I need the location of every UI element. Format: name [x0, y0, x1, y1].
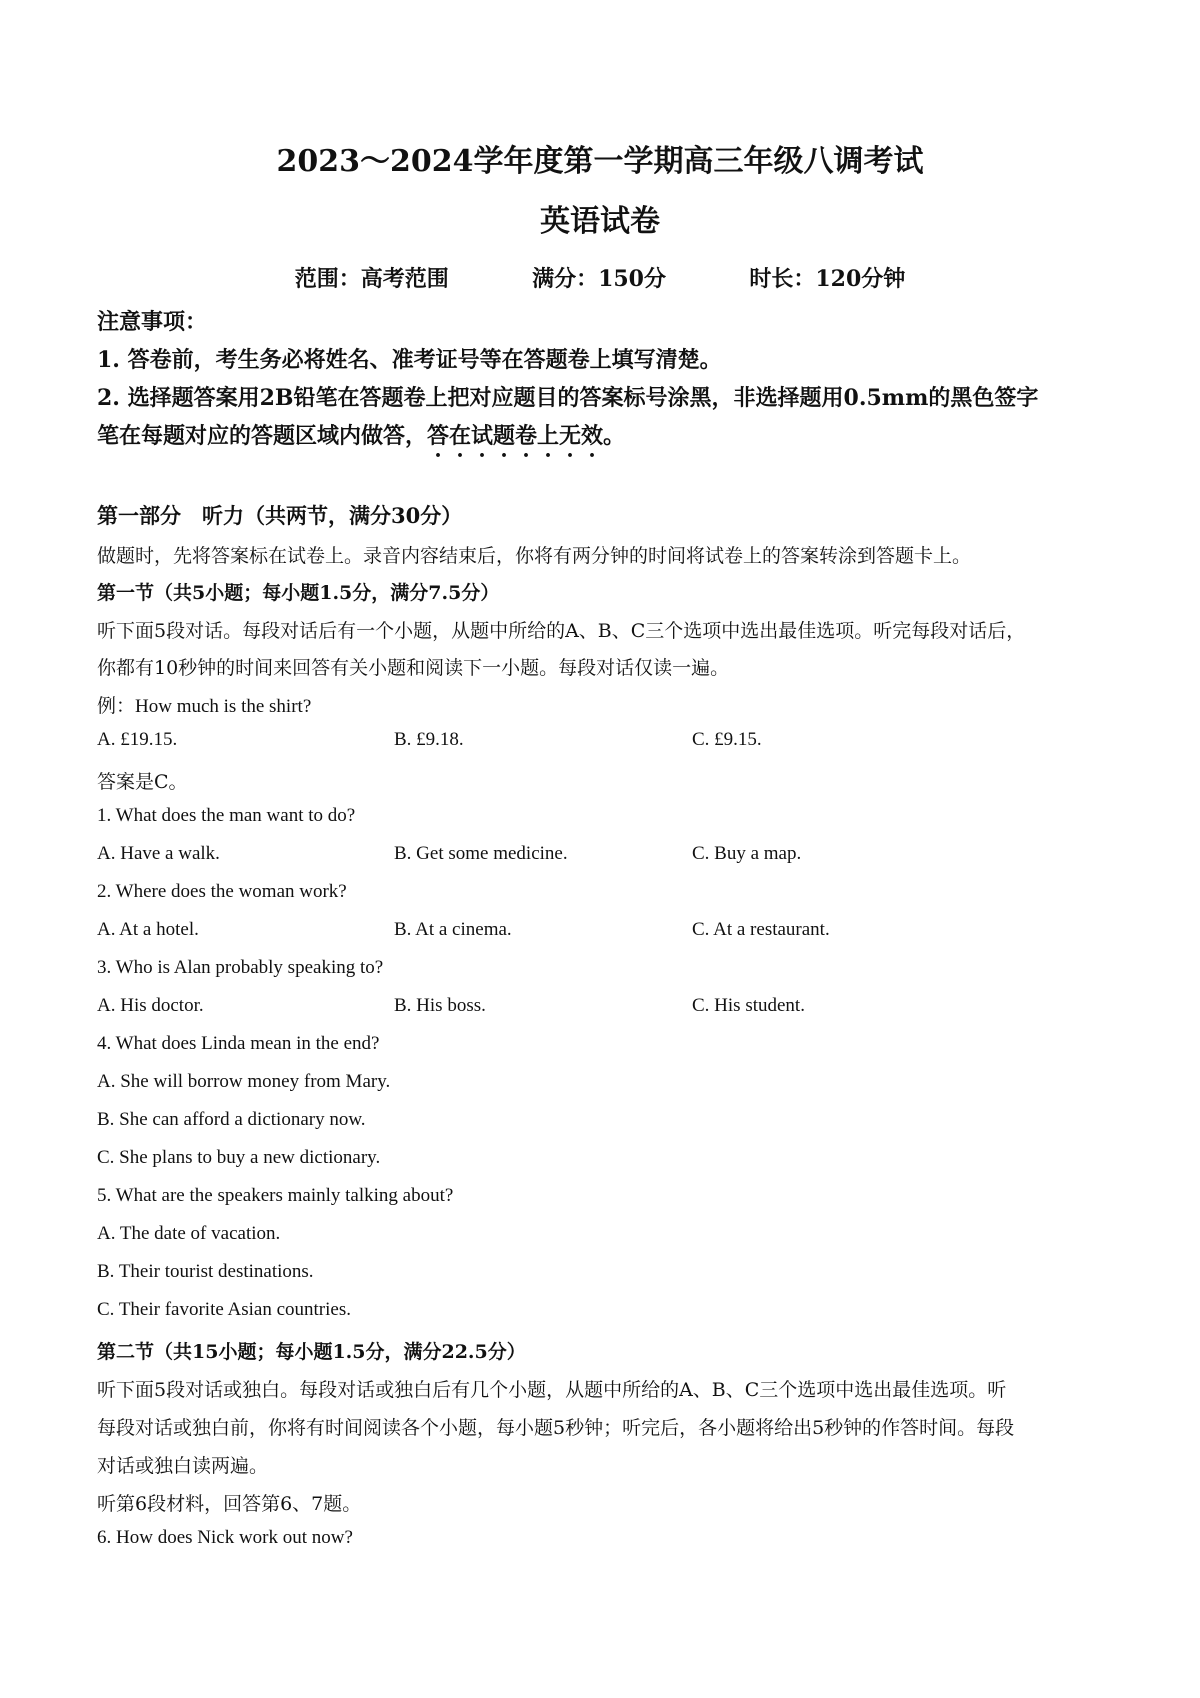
notice-item-2-line-1: 2. 选择题答案用2B铅笔在答题卷上把对应题目的答案标号涂黑，非选择题用0.5mm的黑色签字 — [97, 385, 1039, 411]
question-3-option-a: A. His doctor. — [97, 995, 204, 1016]
question-5-option-b: B. Their tourist destinations. — [97, 1261, 314, 1282]
question-3: 3. Who is Alan probably speaking to? — [97, 957, 384, 978]
example-answer: 答案是C。 — [97, 771, 188, 793]
section2-intro-line-1: 听下面5段对话或独白。每段对话或独白后有几个小题，从题中所给的A、B、C三个选项中选出最佳选项。听 — [97, 1379, 1007, 1401]
part1-intro: 做题时，先将答案标在试卷上。录音内容结束后，你将有两分钟的时间将试卷上的答案转涂到答题卡上。 — [97, 545, 972, 567]
exam-duration: 时长：120分钟 — [749, 266, 906, 292]
question-6: 6. How does Nick work out now? — [97, 1527, 353, 1548]
question-1-option-a: A. Have a walk. — [97, 843, 220, 864]
question-1: 1. What does the man want to do? — [97, 805, 356, 826]
notice-item-2-line-2 — [97, 419, 625, 462]
section2-intro-line-3: 对话或独白读两遍。 — [97, 1455, 269, 1477]
example-option-b: B. £9.18. — [394, 729, 464, 750]
section1-heading: 第一节（共5小题；每小题1.5分，满分7.5分） — [97, 582, 500, 604]
question-5: 5. What are the speakers mainly talking about? — [97, 1185, 454, 1206]
notice-item-2-emphasis: 答在试题卷上无效 — [427, 423, 604, 449]
exam-subject-title: 英语试卷 — [540, 204, 660, 239]
passage-6-instruction: 听第6段材料，回答第6、7题。 — [97, 1493, 362, 1515]
question-4-option-b: B. She can afford a dictionary now. — [97, 1109, 366, 1130]
section2-heading: 第二节（共15小题；每小题1.5分，满分22.5分） — [97, 1341, 526, 1363]
question-2: 2. Where does the woman work? — [97, 881, 347, 902]
question-1-option-b: B. Get some medicine. — [394, 843, 568, 864]
example-option-c: C. £9.15. — [692, 729, 762, 750]
notice-item-2-prefix: 笔在每题对应的答题区域内做答， — [97, 423, 428, 449]
section1-intro-line-2: 你都有10秒钟的时间来回答有关小题和阅读下一小题。每段对话仅读一遍。 — [97, 657, 730, 679]
exam-scope: 范围：高考范围 — [294, 266, 449, 292]
notice-item-2-suffix: 。 — [603, 423, 626, 449]
question-3-option-b: B. His boss. — [394, 995, 486, 1016]
example-option-a: A. £19.15. — [97, 729, 178, 750]
notice-heading: 注意事项： — [97, 309, 208, 335]
question-2-option-c: C. At a restaurant. — [692, 919, 830, 940]
notice-item-1: 1. 答卷前，考生务必将姓名、准考证号等在答题卷上填写清楚。 — [97, 347, 722, 373]
exam-title: 2023～2024学年度第一学期高三年级八调考试 — [276, 144, 924, 179]
section1-intro-line-1: 听下面5段对话。每段对话后有一个小题，从题中所给的A、B、C三个选项中选出最佳选项。听完每段对话后， — [97, 620, 1026, 642]
question-4-option-a: A. She will borrow money from Mary. — [97, 1071, 391, 1092]
question-2-option-a: A. At a hotel. — [97, 919, 199, 940]
question-2-option-b: B. At a cinema. — [394, 919, 512, 940]
question-3-option-c: C. His student. — [692, 995, 805, 1016]
question-1-option-c: C. Buy a map. — [692, 843, 802, 864]
question-4-option-c: C. She plans to buy a new dictionary. — [97, 1147, 381, 1168]
example-question: 例：How much is the shirt? — [97, 696, 312, 717]
section2-intro-line-2: 每段对话或独白前，你将有时间阅读各个小题，每小题5秒钟；听完后，各小题将给出5秒钟的作答时间。每段 — [97, 1417, 1015, 1439]
part1-heading: 第一部分 听力（共两节，满分30分） — [97, 503, 463, 528]
exam-full-score: 满分：150分 — [532, 266, 666, 292]
question-5-option-c: C. Their favorite Asian countries. — [97, 1299, 351, 1320]
question-5-option-a: A. The date of vacation. — [97, 1223, 281, 1244]
exam-meta — [0, 262, 1200, 293]
question-4: 4. What does Linda mean in the end? — [97, 1033, 380, 1054]
